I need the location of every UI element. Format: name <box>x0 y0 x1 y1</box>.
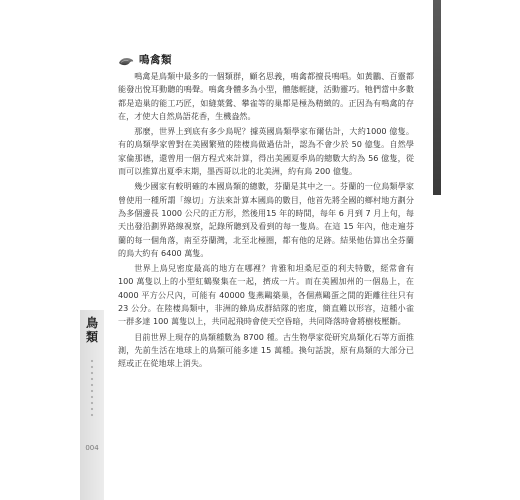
paragraph-1: 鳴禽是鳥類中最多的一個類群，顧名思義，鳴禽都擅長鳴唱。如黃鸝、百靈都能發出悅耳動聽的鳴聲。鳴禽身體多為小型，體態輕捷，活動靈巧。牠們當中多數都是造巢的能工巧匠，如縫葉鶯、攀雀等的巢都是極為精緻的。正因為有鳴禽的存在，才使大自然鳥語花香，生機盎然。 <box>118 71 414 121</box>
paragraph-5: 目前世界上現存的鳥類種數為 8700 種。古生物學家從研究鳥類化石等方面推測，先前生活在地球上的鳥類可能多達 15 萬種。換句話說，原有鳥類的大部分已經或正在從地球上消失。 <box>118 331 414 369</box>
paragraph-4: 世界上鳥兒密度最高的地方在哪裡？肯雅和坦桑尼亞的利夫特數，經常會有 100 萬隻以上的小型紅鶴聚集在一起，擠成一片。而在美國加州的一個島上，在 4000 平方公尺內，可能有 40000 隻燕鷗築巢，各個燕鷗蛋之間的距離往往只有 23 公分。在陸棲鳥類中，非洲的蜂鳥成群結隊的密度，簡直難以形容，這種小雀一群多達 100 萬隻以上，共同起飛時會使天空昏暗，共同降落時會將樹枝壓斷。 <box>118 263 414 327</box>
article-body <box>118 53 414 373</box>
chapter-tab-label: 鳥類 <box>85 316 98 344</box>
paragraph-3: 幾少國家有較明確的本國鳥類的總數，芬蘭是其中之一。芬蘭的一位鳥類學家曾使用一種所謂「線切」方法來計算本國鳥的數目，他首先將全國的鄉村地方劃分為多個邊長 1000 公尺的正方形，然後用15 年的時間，每年 6 月到 7 月上旬，每天出發沿劃界路線視察，記錄所聽到及看到的每一隻鳥。在這 15 年內，他走遍芬蘭的每一個角落，南至芬蘭灣，北至北極圈，都有他的足跡。結果他估算出全芬蘭的鳥大約有 6400 萬隻。 <box>118 181 414 258</box>
section-title: 鳴禽類 <box>139 54 172 67</box>
page-number: 004 <box>85 444 99 452</box>
paragraph-2: 那麼，世界上到底有多少鳥呢？據英國鳥類學家布爾估計，大約1000 億隻。有的鳥類學家曾對在美國繁殖的陸棲鳥做過估計，認為不會少於 50 億隻。自然學家倫那德，還曾用一個方程式來計算，得出美國夏季鳥的總數大約為 56 億隻，從而可以推算出夏季末期，墨西哥以北的北美洲，約有鳥 200 億隻。 <box>118 126 414 177</box>
top-edge-tab <box>433 0 441 195</box>
section-heading <box>118 53 414 69</box>
dot-divider-icon <box>90 358 94 418</box>
bird-silhouette-icon <box>118 56 134 67</box>
chapter-side-tab <box>80 310 104 500</box>
